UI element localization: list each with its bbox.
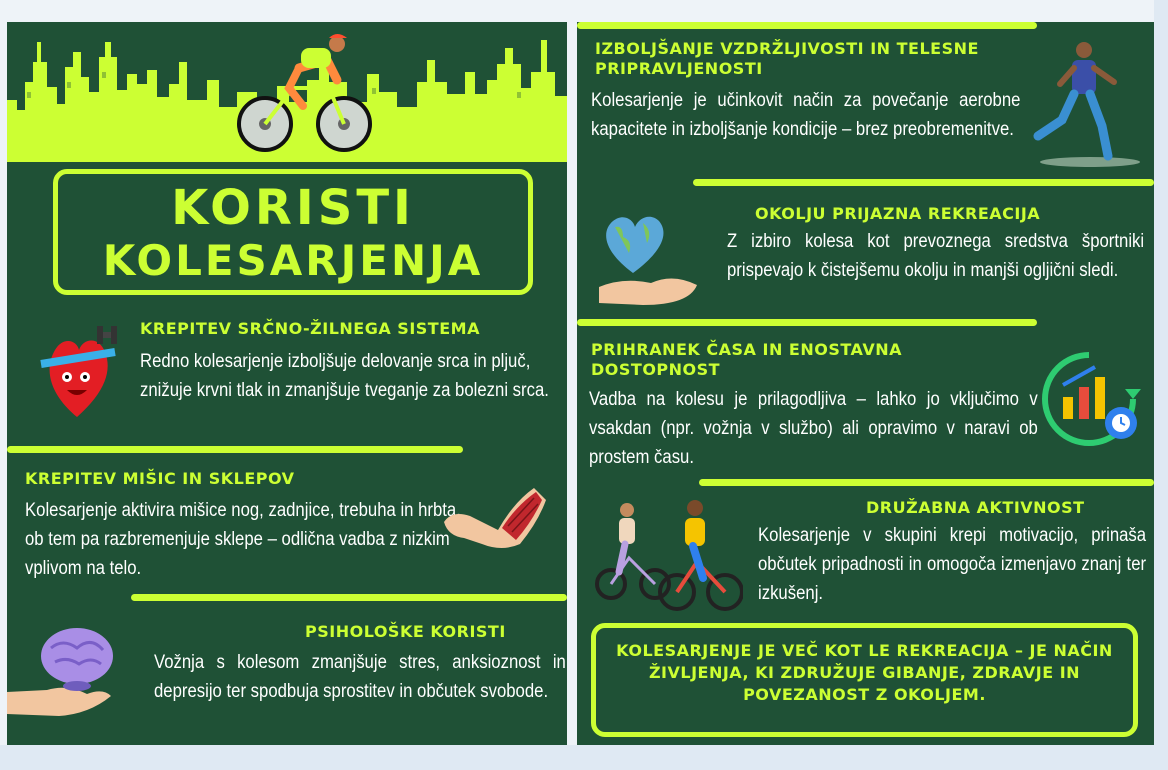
earth-heart-hand-icon	[593, 207, 705, 307]
section-text-muscles: Kolesarjenje aktivira mišice nog, zadnjice, trebuha in hrbta, ob tem pa razbremenjuje sklepe – odlična vadba z nizkim vplivom na telo.	[25, 500, 461, 579]
divider-bar	[577, 22, 1037, 29]
cyclist-icon	[229, 28, 379, 156]
section-title-endurance: IZBOLJŠANJE VZDRŽLJIVOSTI IN TELESNE PRIPRAVLJENOSTI	[595, 39, 979, 78]
section-title-time: PRIHRANEK ČASA IN ENOSTAVNA DOSTOPNOST	[591, 340, 902, 379]
section-title-social: DRUŽABNA AKTIVNOST	[866, 498, 1085, 517]
arm-muscle-icon	[442, 482, 552, 552]
section-title-eco: OKOLJU PRIJAZNA REKREACIJA	[755, 204, 1041, 223]
section-text-social: Kolesarjenje v skupini krepi motivacijo, prinaša občutek pripadnosti in omogoča izmenjavo znanj ter izkušenj.	[758, 525, 1147, 604]
divider-bar	[693, 179, 1154, 186]
section-text-cardio: Redno kolesarjenje izboljšuje delovanje srca in pljuč, znižuje krvni tlak in zmanjšuje tveganje za bolezni srca.	[140, 351, 549, 401]
main-title-line1: KORISTI	[171, 180, 415, 236]
right-infographic-panel	[577, 22, 1154, 745]
background-shape	[1154, 0, 1168, 770]
chart-clock-icon	[1039, 349, 1144, 449]
divider-bar	[7, 446, 463, 453]
background-shape	[0, 745, 1168, 770]
main-title-line2: KOLESARJENJA	[102, 236, 484, 285]
section-text-psych: Vožnja s kolesom zmanjšuje stres, anksioznost in depresijo ter spodbuja sprostitev in občutek svobode.	[154, 652, 566, 702]
divider-bar	[699, 479, 1154, 486]
cyclists-icon	[593, 492, 743, 617]
brain-hand-icon	[7, 622, 127, 722]
section-title-cardio: KREPITEV SRČNO-ŽILNEGA SISTEMA	[140, 319, 480, 338]
divider-bar	[577, 319, 1037, 326]
left-infographic-panel	[7, 22, 567, 745]
section-title-muscles: KREPITEV MIŠIC IN SKLEPOV	[25, 469, 295, 488]
section-title-psych: PSIHOLOŠKE KORISTI	[305, 622, 506, 641]
section-text-time: Vadba na kolesu je prilagodljiva – lahko jo vključimo v vsakdan (npr. vožnja v službo) ali opravimo v naravi ob prostem času.	[589, 389, 1038, 468]
conclusion-text: KOLESARJENJE JE VEČ KOT LE REKREACIJA – JE NAČIN ŽIVLJENJA, KI ZDRUŽUJE GIBANJE, ZDRAVJE IN POVEZANOST Z OKOLJEM.	[616, 641, 1113, 704]
section-text-eco: Z izbiro kolesa kot prevoznega sredstva športniki prispevajo k čistejšemu okolju in manjši ogljični sledi.	[727, 231, 1145, 281]
heart-dumbbell-icon	[37, 322, 119, 422]
section-text-endurance: Kolesarjenje je učinkovit način za povečanje aerobne kapacitete in izboljšanje kondicije – brez preobremenitve.	[591, 90, 1021, 140]
divider-bar	[131, 594, 567, 601]
conclusion-box	[591, 623, 1138, 737]
runner-icon	[1032, 40, 1142, 170]
main-title-box	[53, 169, 533, 295]
